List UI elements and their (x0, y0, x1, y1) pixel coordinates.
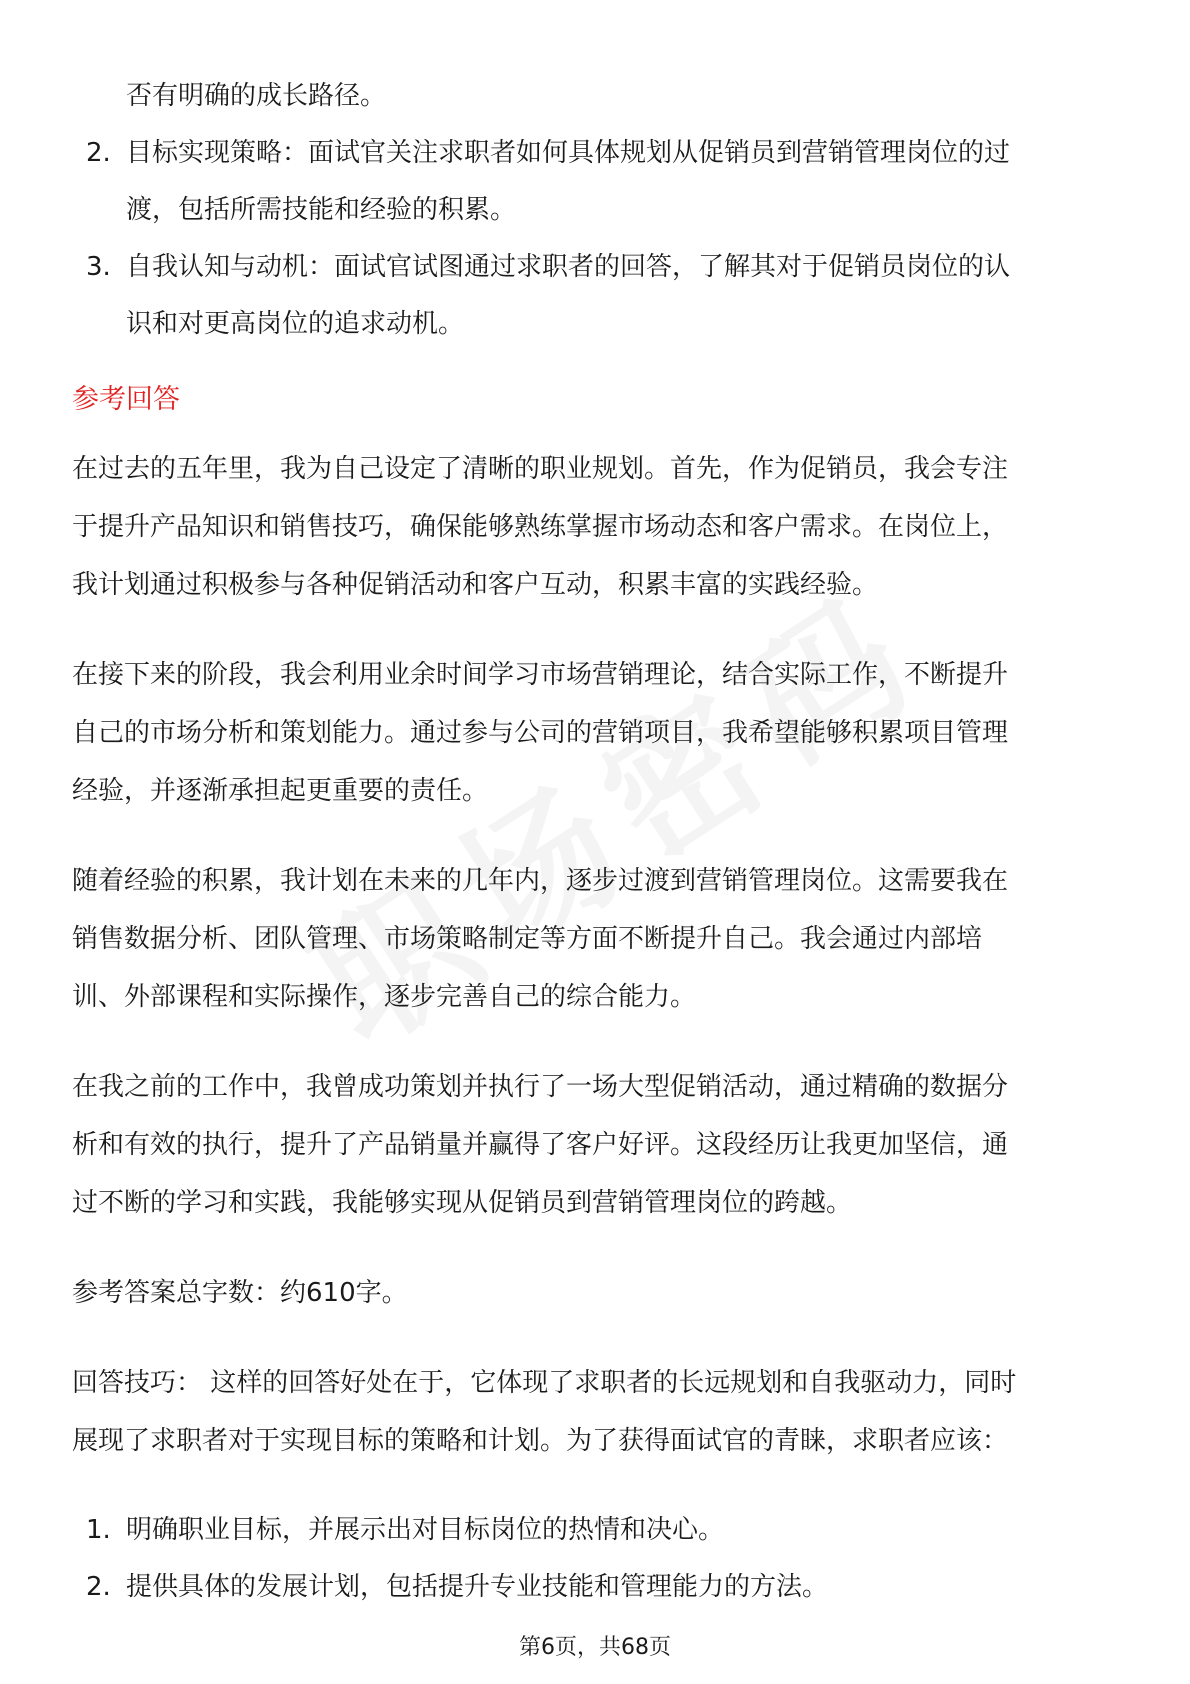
text-line: 否有明确的成长路径。 (126, 81, 387, 111)
text-line: 提供具体的发展计划，包括提升专业技能和管理能力的方法。 (126, 1572, 829, 1602)
list-number: 2. (86, 1572, 111, 1602)
text-line: 过不断的学习和实践，我能够实现从促销员到营销管理岗位的跨越。 (72, 1188, 853, 1218)
text-line: 随着经验的积累，我计划在未来的几年内，逐步过渡到营销管理岗位。这需要我在 (72, 866, 1009, 896)
paragraph (72, 440, 1122, 614)
text-line: 识和对更高岗位的追求动机。 (126, 309, 465, 339)
text-line: 目标实现策略：面试官关注求职者如何具体规划从促销员到营销管理岗位的过 (126, 138, 1011, 168)
text-line: 在过去的五年里，我为自己设定了清晰的职业规划。首先，作为促销员，我会专注 (72, 454, 1009, 484)
text-line: 销售数据分析、团队管理、市场策略制定等方面不断提升自己。我会通过内部培 (72, 924, 983, 954)
paragraph (72, 852, 1122, 1026)
text-line: 自我认知与动机：面试官试图通过求职者的回答，了解其对于促销员岗位的认 (126, 252, 1011, 282)
text-line: 自己的市场分析和策划能力。通过参与公司的营销项目，我希望能够积累项目管理 (72, 718, 1009, 748)
text-line: 析和有效的执行，提升了产品销量并赢得了客户好评。这段经历让我更加坚信，通 (72, 1130, 1009, 1160)
text-line: 明确职业目标，并展示出对目标岗位的热情和决心。 (126, 1515, 725, 1545)
text-line: 回答技巧： 这样的回答好处在于，它体现了求职者的长远规划和自我驱动力，同时 (72, 1368, 1017, 1398)
focus-points-list (72, 125, 1122, 353)
list-item (72, 1502, 1122, 1559)
page-number-footer: 第6页，共68页 (519, 1635, 671, 1660)
list-item-continuation (72, 68, 1122, 125)
paragraph (72, 1058, 1122, 1232)
text-line: 经验，并逐渐承担起更重要的责任。 (72, 776, 489, 806)
text-line: 在接下来的阶段，我会利用业余时间学习市场营销理论，结合实际工作，不断提升 (72, 660, 1009, 690)
tips-list (72, 1502, 1122, 1616)
text-line: 于提升产品知识和销售技巧，确保能够熟练掌握市场动态和客户需求。在岗位上， (72, 512, 1009, 542)
list-item (72, 1559, 1122, 1616)
text-line: 在我之前的工作中，我曾成功策划并执行了一场大型促销活动，通过精确的数据分 (72, 1072, 1009, 1102)
text-line: 训、外部课程和实际操作，逐步完善自己的综合能力。 (72, 982, 697, 1012)
word-count-paragraph (72, 1264, 1122, 1322)
text-line: 我计划通过积极参与各种促销活动和客户互动，积累丰富的实践经验。 (72, 570, 879, 600)
section-heading: 参考回答 (72, 384, 180, 415)
list-number: 1. (86, 1515, 111, 1545)
text-line: 展现了求职者对于实现目标的策略和计划。为了获得面试官的青睐，求职者应该： (72, 1426, 1009, 1456)
list-number: 3. (86, 252, 111, 282)
list-number: 2. (86, 138, 111, 168)
paragraph (72, 646, 1122, 820)
list-item (72, 125, 1122, 239)
list-item (72, 239, 1122, 353)
text-line: 参考答案总字数：约610字。 (72, 1278, 408, 1308)
answer-tips-paragraph (72, 1354, 1122, 1470)
text-line: 渡，包括所需技能和经验的积累。 (126, 195, 517, 225)
page-content (72, 68, 1122, 1616)
